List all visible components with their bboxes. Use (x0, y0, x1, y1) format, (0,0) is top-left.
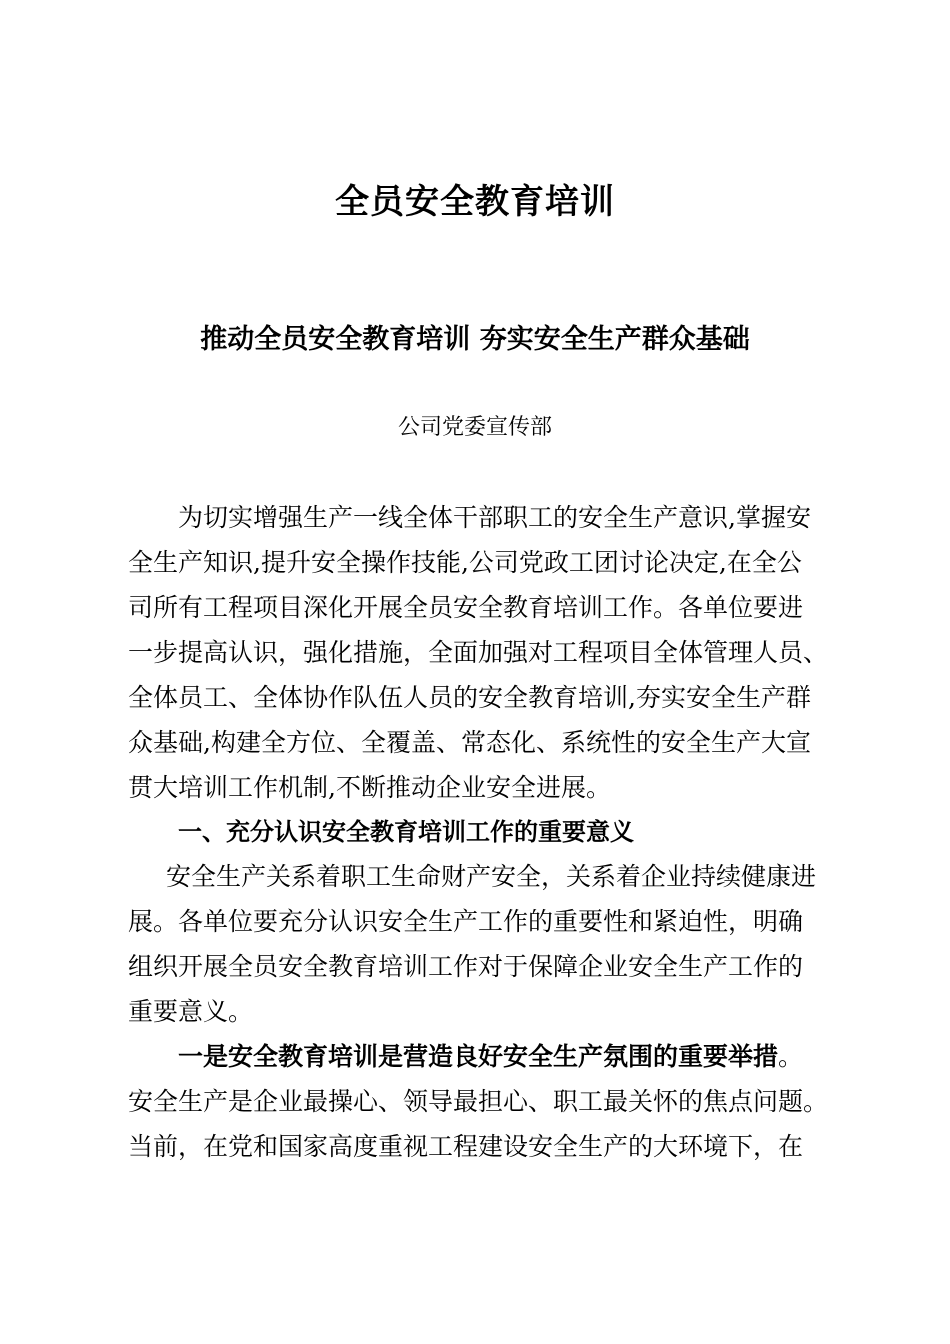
document-subtitle: 推动全员安全教育培训 夯实安全生产群众基础 (200, 324, 750, 355)
point-line: 当前，在党和国家高度重视工程建设安全生产的大环境下，在 (128, 1132, 804, 1161)
section-line: 安全生产关系着职工生命财产安全，关系着企业持续健康进 (166, 862, 817, 891)
intro-line: 一步提高认识，强化措施，全面加强对工程项目全体管理人员、 (128, 638, 829, 667)
section-line: 重要意义。 (128, 997, 254, 1026)
intro-line: 司所有工程项目深化开展全员安全教育培训工作。各单位要进 (128, 593, 804, 622)
intro-line: 贯大培训工作机制,不断推动企业安全进展。 (128, 773, 611, 802)
section-heading: 一、充分认识安全教育培训工作的重要意义 (178, 818, 634, 846)
point-line: 安全生产是企业最操心、领导最担心、职工最关怀的焦点问题。 (128, 1087, 829, 1116)
section-line: 组织开展全员安全教育培训工作对于保障企业安全生产工作的 (128, 952, 804, 981)
intro-line: 众基础,构建全方位、全覆盖、常态化、系统性的安全生产大宣 (128, 728, 811, 757)
intro-line: 为切实增强生产一线全体干部职工的安全生产意识,掌握安 (178, 503, 811, 532)
section-line: 展。各单位要充分认识安全生产工作的重要性和紧迫性，明确 (128, 907, 804, 936)
intro-line: 全体员工、全体协作队伍人员的安全教育培训,夯实安全生产群 (128, 683, 811, 712)
intro-line: 全生产知识,提升安全操作技能,公司党政工团讨论决定,在全公 (128, 548, 802, 577)
point-lead: 一是安全教育培训是营造良好安全生产氛围的重要举措 (178, 1042, 779, 1071)
point-lead-line (178, 1037, 803, 1077)
point-lead-end: 。 (778, 1042, 804, 1071)
document-author: 公司党委宣传部 (397, 415, 552, 440)
document-title: 全员安全教育培训 (335, 182, 615, 222)
